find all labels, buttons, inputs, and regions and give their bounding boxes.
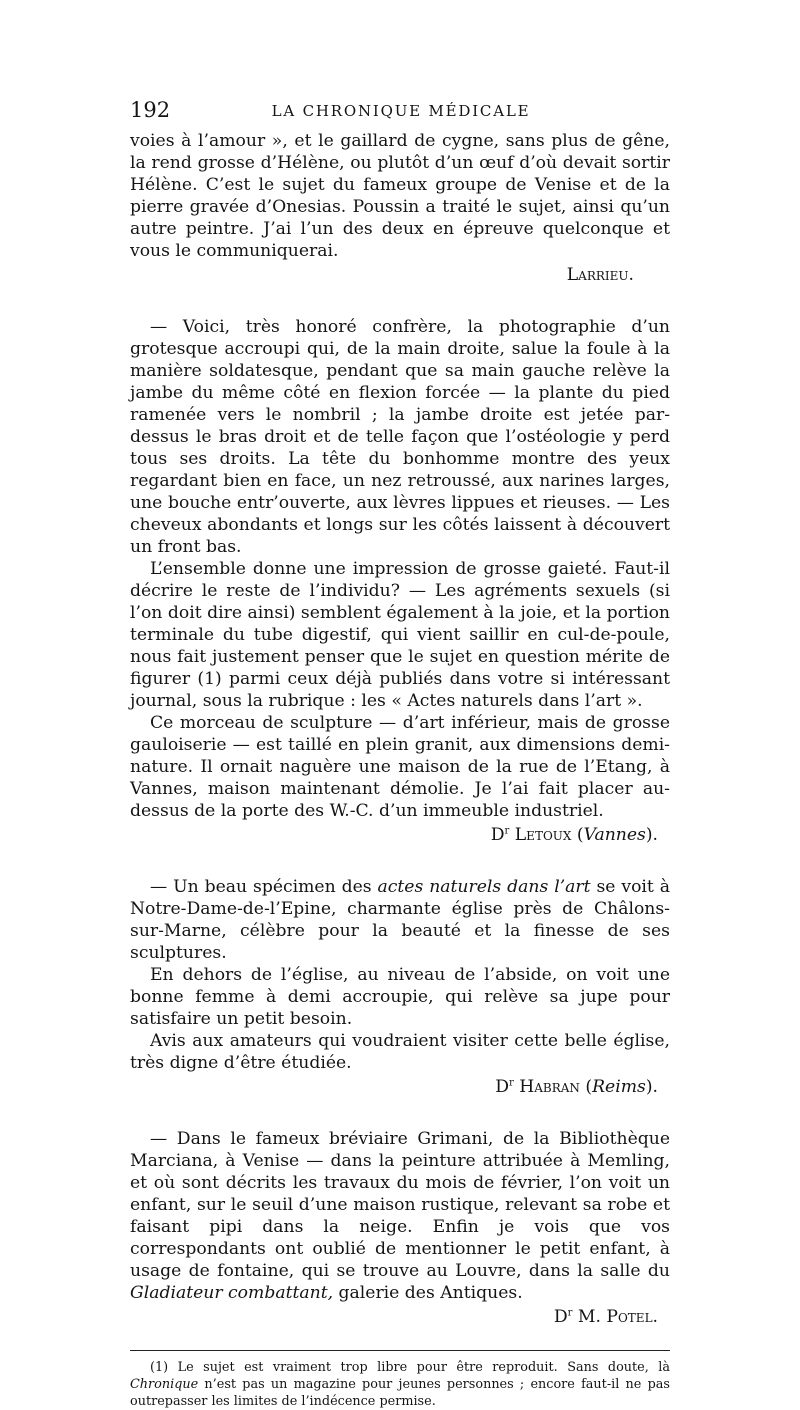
letter-4-p1-end: galerie des Antiques. [333, 1283, 523, 1303]
letter-3-sig-title: D [495, 1077, 509, 1097]
letter-2-paragraph-1: — Voici, très honoré confrère, la photographie d’un grotesque accroupi qui, de la main droite, salue la foule à la manière soldatesque, pendant que sa main gauche relève la jambe du même côté en flexion forcée — la plante du pied ramenée vers le nombril ; la jambe droite est jetée par-dessus le bras droit et de telle façon que l’ostéologie y perd tous ses droits. La tête du bonhomme montre des yeux regardant bien en face, un nez retroussé, aux narines larges, une bouche entr’ouverte, aux lèvres lippues et rieuses. — Les cheveux abondants et longs sur les côtés laissent à découvert un front bas. [130, 317, 670, 557]
footnote-start: (1) Le sujet est vraiment trop libre pour être reproduit. Sans doute, là [150, 1360, 670, 1375]
letter-2-signature: $D^r$ Letoux (Vannes). [490, 825, 658, 845]
running-title: LA CHRONIQUE MÉDICALE [271, 102, 531, 120]
letter-3-p1-end: se voit à Notre-Dame-de-l’Epine, charmante église près de Châlons-sur-Marne, célèbre pour la beauté et la finesse de ses sculptures. [130, 877, 671, 963]
footnote-end: n’est pas un magazine pour jeunes personnes ; encore faut-il ne pas outrepasser les limites de l’indécence permise. [130, 1377, 670, 1409]
letter-2-paragraph-3: Ce morceau de sculpture — d’art inférieur, mais de grosse gauloiserie — est taillé en plein granit, aux dimensions demi-nature. Il ornait naguère une maison de la rue de l’Etang, à Vannes, maison maintenant démolie. Je l’ai fait placer au-dessus de la porte des W.-C. d’un immeuble industriel. [130, 713, 670, 821]
letter-3-p1-emphasis: actes naturels dans l’art [377, 877, 591, 897]
letter-2-sig-title: D [490, 825, 505, 845]
page-number: 192 [130, 98, 171, 122]
letter-3-sig-title-sup: r [508, 1077, 514, 1089]
page-header [130, 98, 672, 128]
letter-3-p1-start: — Un beau spécimen des [150, 877, 378, 897]
footnote-emphasis: Chronique [130, 1377, 199, 1392]
letter-3-paragraph-2: En dehors de l’église, au niveau de l’abside, on voit une bonne femme à demi accroupie, qui relève sa jupe pour satisfaire un petit besoin. [130, 965, 670, 1029]
letter-4-sig-title-sup: r [567, 1307, 573, 1319]
letter-4-sig-name: M. Potel. [577, 1307, 658, 1327]
letter-2-sig-place: Vannes [583, 825, 646, 845]
letter-2-paragraph-2: L’ensemble donne une impression de grosse gaieté. Faut-il décrire le reste de l’individu? — Les agréments sexuels (si l’on doit dire ainsi) semblent également à la joie, et la portion terminale du tube digestif, qui vient saillir en cul-de-poule, nous fait justement penser que le sujet en question mérite de figurer (1) parmi ceux déjà publiés dans votre si intéressant journal, sous la rubrique : les « Actes naturels dans l’art ». [130, 559, 670, 711]
letter-3-sig-name: Habran [519, 1077, 580, 1097]
letter-1-paragraph: voies à l’amour », et le gaillard de cygne, sans plus de gêne, la rend grosse d’Hélène, ou plutôt d’un œuf d’où devait sortir Hélène. C’est le sujet du fameux groupe de Venise et de la pierre gravée d’Onesias. Poussin a traité le sujet, ainsi qu’un autre peintre. J’ai l’un des deux en épreuve quelconque et vous le communiquerai. [130, 131, 670, 261]
letter-2-sig-name: Letoux [514, 825, 572, 845]
letter-3-sig-place: Reims [592, 1077, 646, 1097]
footnote [130, 1359, 670, 1410]
letter-4-p1-start: — Dans le fameux bréviaire Grimani, de la Bibliothèque Marciana, à Venise — dans la peinture attribuée à Memling, et où sont décrits les travaux du mois de février, l’on voit un enfant, sur le seuil d’une maison rustique, relevant sa robe et faisant pipi dans la neige. Enfin je vois que vos correspondants ont oublié de mentionner le petit enfant, à usage de fontaine, qui se trouve au Louvre, dans la salle du [130, 1129, 670, 1281]
letter-4-p1-emphasis: Gladiateur combattant, [130, 1283, 334, 1303]
footnote-rule [130, 1350, 670, 1351]
body-text [130, 130, 670, 1410]
letter-3-paragraph-1 [130, 876, 670, 964]
letter-3-paragraph-3: Avis aux amateurs qui voudraient visiter cette belle église, très digne d’être étudiée. [130, 1031, 670, 1073]
letter-1-signature: Larrieu. [566, 265, 634, 285]
letter-4-signature [130, 1306, 658, 1328]
letter-4-paragraph-1 [130, 1128, 670, 1304]
letter-4-sig-title: D [553, 1307, 568, 1327]
letter-3-signature: $D^r$ Habran (Reims). [495, 1077, 658, 1097]
letter-2-sig-title-sup: r [504, 825, 510, 837]
